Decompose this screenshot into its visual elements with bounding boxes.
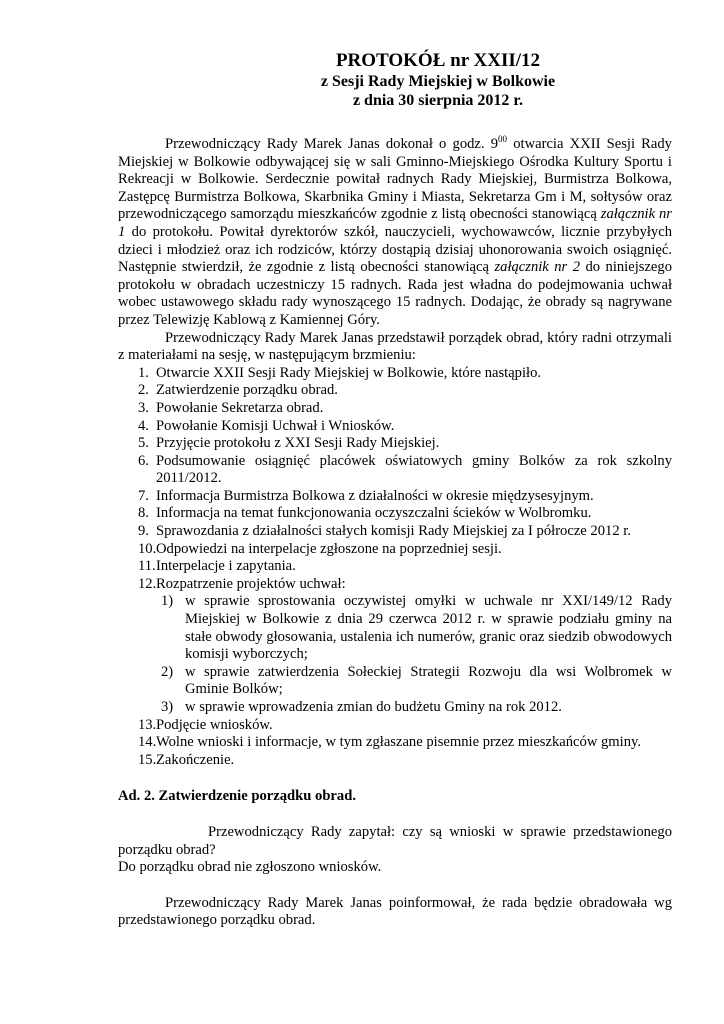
- list-item: 7. Informacja Burmistrza Bolkowa z działalności w okresie międzysesyjnym.: [138, 487, 594, 504]
- list-item: 12. Rozpatrzenie projektów uchwał: 1) w sprawie sprostowania oczywistej omyłki w uchwale nr XXI/149/12 Rady Miejskiej w Bolkowie z dnia 29 czerwca 2012 r. w sprawie podziału gminy na stałe obwody głosowania, ustalenia ich numerów, granic oraz siedzib obwodowych komisji wyborczych; 2) w sprawie zatwierdzenia Sołeckiej Strategii Rozwoju dla wsi Wolbromek w Gminie Bolków; 3) w sprawie wprowadzenia zmian do budżetu Gminy na rok 2012.: [118, 576, 672, 717]
- list-item: 15. Zakończenie.: [138, 751, 235, 768]
- list-item: 14. Wolne wnioski i informacje, w tym zgłaszane pisemnie przez mieszkańców gminy.: [138, 734, 641, 751]
- list-item: 1) w sprawie sprostowania oczywistej omyłki w uchwale nr XXI/149/12 Rady Miejskiej w Bolkowie z dnia 29 czerwca 2012 r. w sprawie podziału gminy na stałe obwody głosowania, ustalenia ich numerów, granic oraz siedzib obwodowych komisji wyborczych;: [161, 593, 672, 663]
- opening-paragraph: Przewodniczący Rady Marek Janas dokonał o godz. $9^{00}$ otwarcia XXII Sesji Rady Miejskiej w Bolkowie odbywającej się w sali Gminno-Miejskiego Ośrodka Kultury Sportu i Rekreacji w Bolkowie. Serdecznie powitał radnych Rady Miejskiej, Burmistrza Bolkowa, Zastępcę Burmistrza Bolkowa, Skarbnika Gminy i Miasta, Sekretarza Gm i M, sołtysów oraz przewodniczącego samorządu mieszkańców zgodnie z listą obecności stanowiącą załącznik nr 1 do protokołu. Powitał dyrektorów szkół, nauczycieli, wychowawców, licznie przybyłych dzieci i młodzież oraz ich rodziców, którzy dostąpią dzisiaj uhonorowania swoich osiągnięć. Następnie stwierdził, że zgodnie z listą obecności stanowiącą załącznik nr 2 do niniejszego protokołu w obradach uczestniczy 15 radnych. Rada jest władna do podejmowania uchwał wobec ustawowego składu rady wynoszącego 15 radnych. Dodając, że obrady są nagrywane przez Telewizję Kablową z Kamiennej Góry.: [118, 134, 672, 328]
- list-item: 5. Przyjęcie protokołu z XXI Sesji Rady Miejskiej.: [138, 435, 440, 452]
- list-item: 10. Odpowiedzi na interpelacje zgłoszone na poprzedniej sesji.: [138, 540, 502, 557]
- agenda-list: [118, 365, 672, 770]
- time-superscript: 00: [498, 134, 508, 145]
- attachment-1-ref: załącznik nr 1: [118, 206, 672, 240]
- list-item: 13. Podjęcie wniosków.: [138, 716, 273, 733]
- session-subtitle: z Sesji Rady Miejskiej w Bolkowie: [320, 73, 556, 90]
- attachment-2-ref: załącznik nr 2: [494, 259, 580, 276]
- list-item: 4. Powołanie Komisji Uchwał i Wniosków.: [138, 417, 395, 434]
- section-heading-ad2: Ad. 2. Zatwierdzenie porządku obrad.: [118, 788, 356, 805]
- final-statement: Przewodniczący Rady Marek Janas poinformował, że rada będzie obradowała wg przedstawionego porządku obrad.: [118, 894, 672, 929]
- list-item: 2. Zatwierdzenie porządku obrad.: [138, 382, 338, 399]
- resolution-sublist: [118, 593, 672, 716]
- list-item: 6. Podsumowanie osiągnięć placówek oświatowych gminy Bolków za rok szkolny 2011/2012.: [138, 452, 672, 487]
- list-item: 8. Informacja na temat funkcjonowania oczyszczalni ścieków w Wolbromku.: [138, 505, 592, 522]
- chair-question: Przewodniczący Rady zapytał: czy są wnioski w sprawie przedstawionego porządku obrad?: [118, 823, 672, 858]
- list-item: 3) w sprawie wprowadzenia zmian do budżetu Gminy na rok 2012.: [161, 699, 562, 715]
- session-date: z dnia 30 sierpnia 2012 r.: [352, 92, 524, 109]
- list-item: 2) w sprawie zatwierdzenia Sołeckiej Strategii Rozwoju dla wsi Wolbromek w Gminie Bolków;: [161, 663, 672, 698]
- list-item: 11. Interpelacje i zapytania.: [138, 558, 296, 575]
- list-item: 3. Powołanie Sekretarza obrad.: [138, 399, 324, 416]
- document-page: [118, 50, 672, 930]
- page-title: PROTOKÓŁ nr XXII/12: [335, 50, 541, 71]
- agenda-intro-paragraph: Przewodniczący Rady Marek Janas przedstawił porządek obrad, który radni otrzymali z materiałami na sesję, w następującym brzmieniu:: [118, 329, 672, 364]
- list-item: 1. Otwarcie XXII Sesji Rady Miejskiej w Bolkowie, które nastąpiło.: [138, 364, 542, 381]
- list-item: 9. Sprawozdania z działalności stałych komisji Rady Miejskiej za I półrocze 2012 r.: [138, 523, 631, 540]
- no-motions-statement: Do porządku obrad nie zgłoszono wniosków.: [118, 859, 382, 876]
- title-block: [298, 50, 578, 110]
